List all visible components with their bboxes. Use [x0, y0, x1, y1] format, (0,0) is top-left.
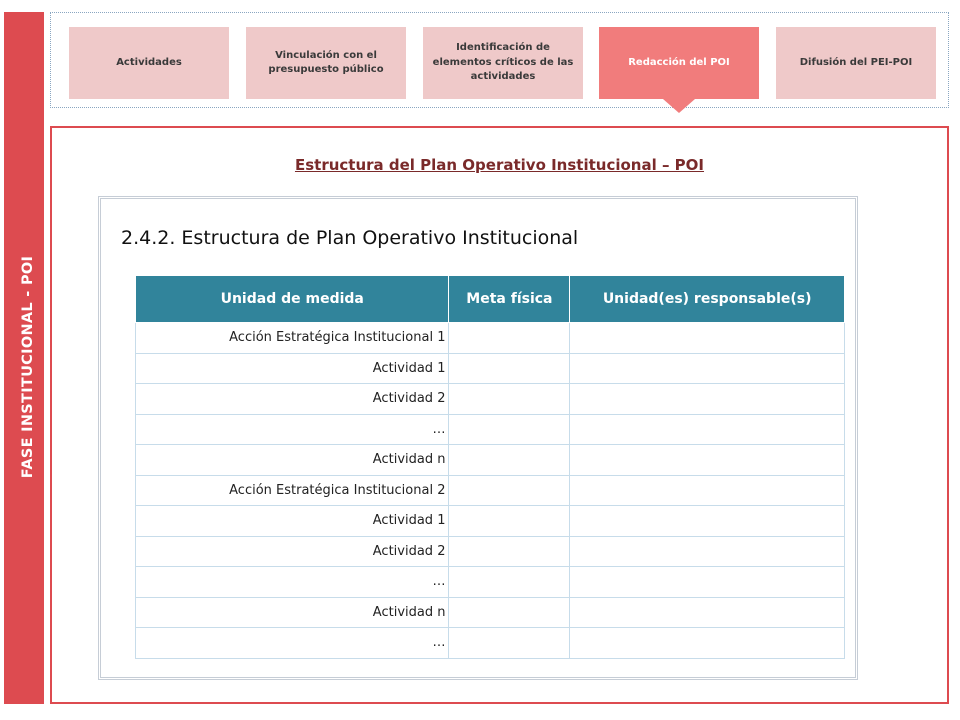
header-meta-fisica: Meta física — [449, 276, 570, 323]
step-identificacion[interactable]: Identificación de elementos críticos de las actividades — [423, 27, 583, 99]
table-row — [136, 353, 845, 384]
card-title: 2.4.2. Estructura de Plan Operativo Institucional — [121, 227, 579, 249]
meta-fisica-cell — [449, 506, 570, 537]
phase-label: FASE INSTITUCIONAL - POI — [20, 255, 36, 479]
table-row — [136, 628, 845, 659]
table-row — [136, 323, 845, 354]
responsable-cell — [570, 414, 845, 445]
responsable-cell — [570, 506, 845, 537]
table-row — [136, 414, 845, 445]
table-row — [136, 567, 845, 598]
meta-fisica-cell — [449, 353, 570, 384]
content-frame — [50, 126, 949, 704]
table-row — [136, 597, 845, 628]
responsable-cell — [570, 323, 845, 354]
responsable-cell — [570, 628, 845, 659]
row-label: Acción Estratégica Institucional 1 — [136, 323, 449, 354]
row-label: Actividad 1 — [136, 353, 449, 384]
table-row — [136, 475, 845, 506]
meta-fisica-cell — [449, 414, 570, 445]
row-label: Actividad 2 — [136, 536, 449, 567]
responsable-cell — [570, 475, 845, 506]
row-label: Actividad 2 — [136, 384, 449, 415]
process-steps — [50, 12, 949, 108]
meta-fisica-cell — [449, 536, 570, 567]
meta-fisica-cell — [449, 445, 570, 476]
step-vinculacion[interactable]: Vinculación con el presupuesto público — [246, 27, 406, 99]
row-label: Actividad 1 — [136, 506, 449, 537]
row-label: … — [136, 628, 449, 659]
poi-structure-table — [135, 275, 845, 659]
step-redaccion[interactable]: Redacción del POI — [599, 27, 759, 99]
table-row — [136, 384, 845, 415]
responsable-cell — [570, 353, 845, 384]
table-row — [136, 506, 845, 537]
table-row — [136, 445, 845, 476]
meta-fisica-cell — [449, 567, 570, 598]
meta-fisica-cell — [449, 384, 570, 415]
responsable-cell — [570, 384, 845, 415]
responsable-cell — [570, 567, 845, 598]
structure-card — [98, 196, 858, 680]
section-title: Estructura del Plan Operativo Institucional – POI — [294, 156, 705, 174]
row-label: … — [136, 414, 449, 445]
responsable-cell — [570, 536, 845, 567]
meta-fisica-cell — [449, 475, 570, 506]
step-difusion[interactable]: Difusión del PEI-POI — [776, 27, 936, 99]
responsable-cell — [570, 445, 845, 476]
meta-fisica-cell — [449, 628, 570, 659]
row-label: … — [136, 567, 449, 598]
table-row — [136, 536, 845, 567]
row-label: Acción Estratégica Institucional 2 — [136, 475, 449, 506]
meta-fisica-cell — [449, 597, 570, 628]
phase-sidebar — [4, 12, 44, 704]
row-label: Actividad n — [136, 597, 449, 628]
table-header-row — [136, 276, 845, 323]
meta-fisica-cell — [449, 323, 570, 354]
header-unidades-responsables: Unidad(es) responsable(s) — [570, 276, 845, 323]
responsable-cell — [570, 597, 845, 628]
step-actividades[interactable]: Actividades — [69, 27, 229, 99]
header-unidad-medida: Unidad de medida — [136, 276, 449, 323]
row-label: Actividad n — [136, 445, 449, 476]
